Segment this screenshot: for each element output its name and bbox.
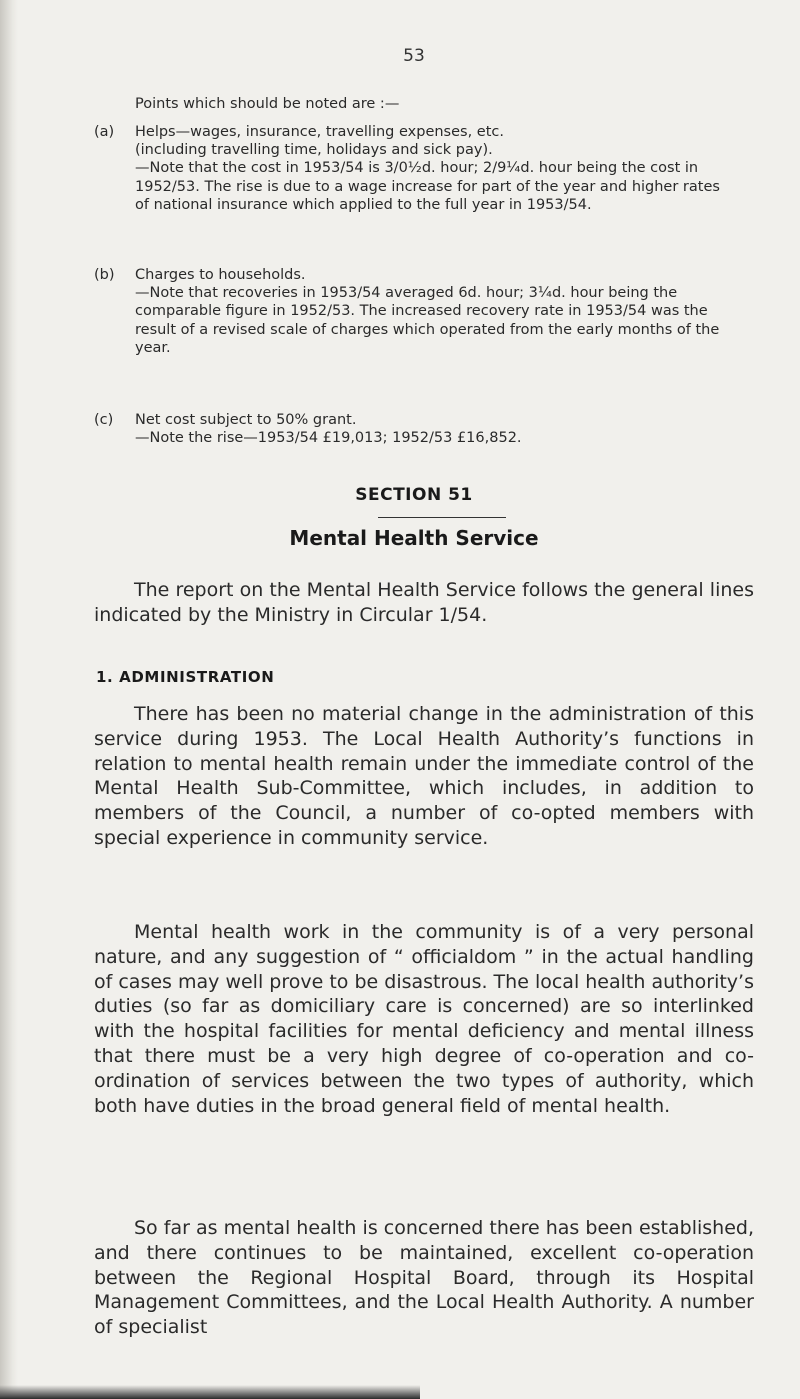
section-subtitle: Mental Health Service [289,526,539,550]
list-item-a [94,123,734,214]
item-line: Net cost subject to 50% grant. [135,412,357,428]
admin-paragraph-3: So far as mental health is concerned there has been established, and there continues to be maintained, excellent co-operation between the Regional Hospital Board, through its Hospital Management Committees, and the Local Health Authority. A number of specialist [94,1217,754,1339]
administration-heading: 1. ADMINISTRATION [96,668,275,686]
item-label: (a) [94,124,115,140]
page-shadow-edge [0,0,18,1399]
item-line: Helps—wages, insurance, travelling expenses, etc. [135,124,504,140]
list-item-c [94,411,734,447]
section-title: SECTION 51 [355,485,473,505]
page-number: 53 [403,46,425,66]
admin-paragraph-2: Mental health work in the community is of a very personal nature, and any suggestion of “ officialdom ” in the actual handling of cases may well prove to be disastrous. The local health authority’s duties (so far as domiciliary care is concerned) are so interlinked with the hospital facilities for mental deficiency and mental illness that there must be a very high degree of co-operation and co-ordination of services between the two types of authority, which both have duties in the broad general field of mental health. [94,921,754,1117]
item-note: —Note that the cost in 1953/54 is 3/0½d. hour; 2/9¼d. hour being the cost in 1952/53. The rise is due to a wage increase for part of the year and higher rates of national insurance which applied to the full year in 1953/54. [135,160,720,213]
item-label: (c) [94,412,114,428]
page-bottom-edge [0,1385,420,1399]
item-line: Charges to households. [135,267,306,283]
report-paragraph: The report on the Mental Health Service follows the general lines indicated by the Ministry in Circular 1/54. [94,579,754,626]
section-divider [378,517,506,518]
admin-paragraph-1: There has been no material change in the administration of this service during 1953. The Local Health Authority’s functions in relation to mental health remain under the immediate control of the Mental Health Sub-Committee, which includes, in addition to members of the Council, a number of co-opted members with special experience in community service. [94,703,754,849]
points-intro: Points which should be noted are :— [135,96,400,112]
item-label: (b) [94,267,115,283]
item-note: —Note that recoveries in 1953/54 averaged 6d. hour; 3¼d. hour being the comparable figure in 1952/53. The increased recovery rate in 1953/54 was the result of a revised scale of charges which operated from the early months of the year. [135,285,720,356]
item-line: (including travelling time, holidays and sick pay). [135,142,493,159]
item-note: —Note the rise—1953/54 £19,013; 1952/53 £16,852. [135,430,522,447]
list-item-b [94,266,734,357]
